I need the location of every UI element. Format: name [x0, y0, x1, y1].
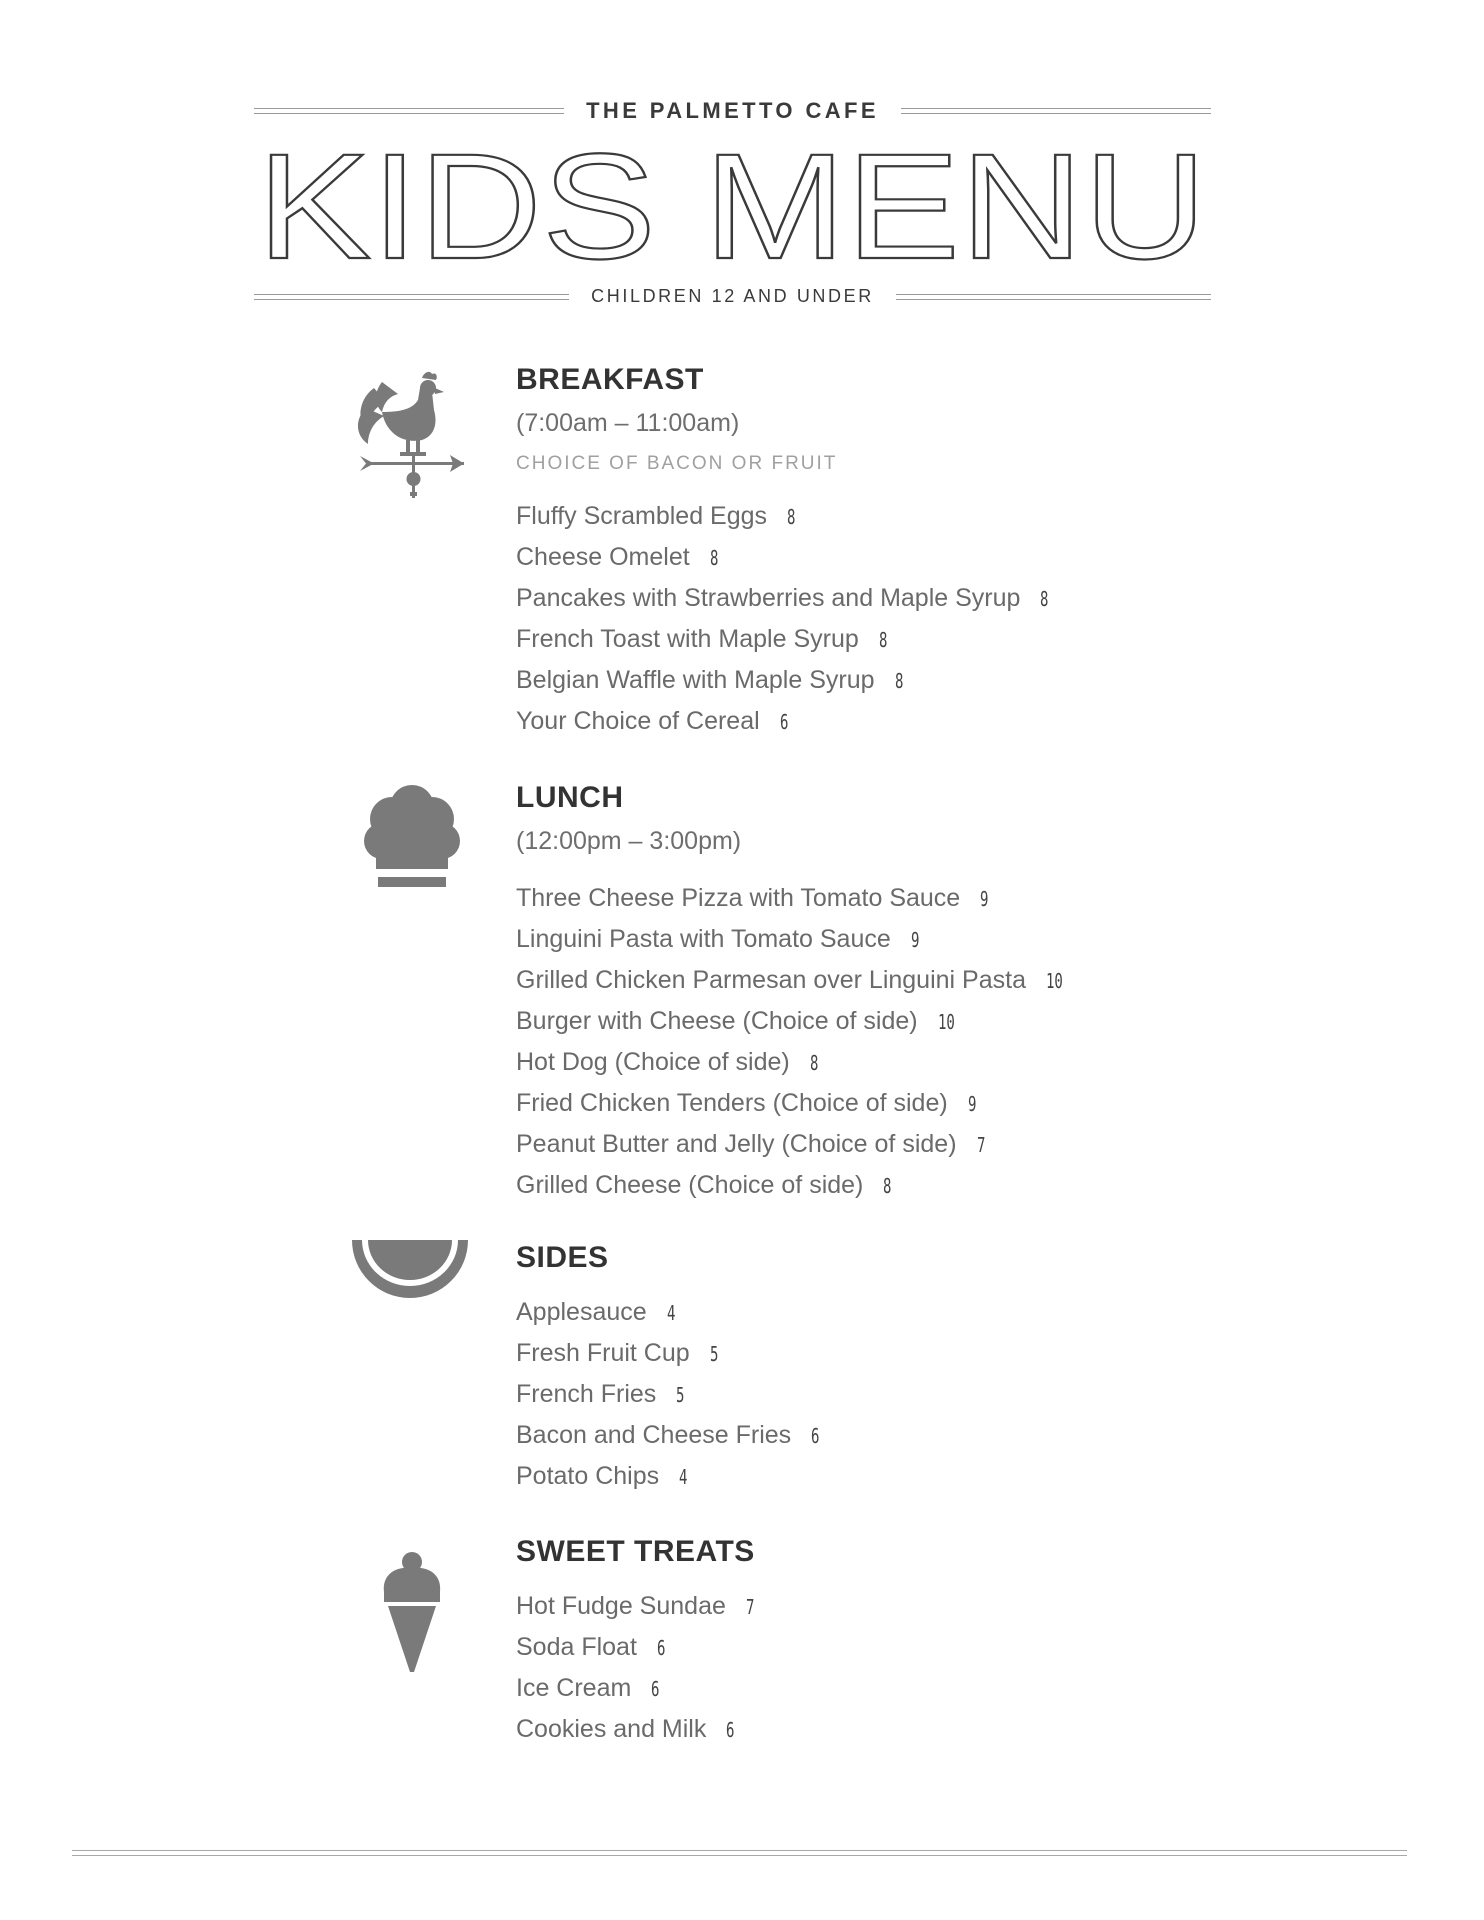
menu-item [516, 919, 1236, 960]
item-price: 7 [745, 1595, 755, 1619]
item-name: Cookies and Milk [516, 1715, 707, 1743]
item-name: Cheese Omelet [516, 543, 690, 571]
item-price: 5 [709, 1342, 719, 1366]
item-name: Ice Cream [516, 1674, 632, 1702]
item-name: Your Choice of Cereal [516, 707, 760, 735]
menu-item [516, 1124, 1236, 1165]
item-price: 6 [811, 1424, 820, 1448]
menu-item [516, 1001, 1236, 1042]
item-price: 6 [656, 1636, 666, 1660]
item-name: Bacon and Cheese Fries [516, 1421, 792, 1449]
menu-item [516, 960, 1236, 1001]
menu-item [516, 578, 1236, 619]
breakfast-section [516, 362, 1236, 742]
sweet-treats-items [516, 1586, 1236, 1750]
item-name: Hot Fudge Sundae [516, 1592, 726, 1620]
ice-cream-cone-icon [352, 1544, 472, 1674]
item-price: 7 [976, 1133, 985, 1157]
menu-item [516, 1042, 1236, 1083]
menu-item [516, 1709, 1236, 1750]
item-price: 8 [809, 1051, 819, 1075]
menu-item [516, 1292, 1236, 1333]
menu-item [516, 1374, 1236, 1415]
item-name: Burger with Cheese (Choice of side) [516, 1007, 918, 1035]
item-price: 8 [894, 669, 903, 693]
item-price: 10 [1045, 969, 1063, 993]
breakfast-items [516, 496, 1236, 742]
item-name: Three Cheese Pizza with Tomato Sauce [516, 884, 961, 912]
item-price: 9 [980, 887, 989, 911]
menu-item [516, 1586, 1236, 1627]
watermelon-slice-icon [350, 1240, 470, 1370]
menu-item [516, 1415, 1236, 1456]
item-price: 8 [709, 546, 719, 570]
sweet-treats-section [516, 1534, 1236, 1750]
item-name: Belgian Waffle with Maple Syrup [516, 666, 875, 694]
item-price: 8 [1040, 587, 1049, 611]
menu-title [254, 140, 1211, 270]
item-price: 6 [726, 1718, 735, 1742]
item-price: 4 [679, 1465, 688, 1489]
item-price: 9 [967, 1092, 977, 1116]
lunch-items [516, 878, 1236, 1206]
item-name: Peanut Butter and Jelly (Choice of side) [516, 1130, 957, 1158]
sides-items [516, 1292, 1236, 1497]
menu-item [516, 1668, 1236, 1709]
age-note: CHILDREN 12 AND UNDER [591, 286, 874, 306]
item-name: Soda Float [516, 1633, 637, 1661]
item-name: French Toast with Maple Syrup [516, 625, 859, 653]
sweet-treats-title: SWEET TREATS [516, 1535, 755, 1568]
menu-item [516, 537, 1236, 578]
breakfast-title: BREAKFAST [516, 363, 704, 396]
header-rule-right [901, 108, 1211, 114]
menu-item [516, 1083, 1236, 1124]
item-name: Grilled Cheese (Choice of side) [516, 1171, 864, 1199]
menu-item [516, 1456, 1236, 1497]
subtitle-rule-left [254, 294, 569, 300]
restaurant-name-row [254, 98, 1211, 124]
sides-title: SIDES [516, 1241, 609, 1274]
rooster-weathervane-icon [352, 368, 472, 498]
item-price: 9 [910, 928, 920, 952]
item-name: Fried Chicken Tenders (Choice of side) [516, 1089, 948, 1117]
menu-item [516, 496, 1236, 537]
item-name: Applesauce [516, 1298, 647, 1326]
item-name: Grilled Chicken Parmesan over Linguini Pasta [516, 966, 1026, 994]
item-name: Hot Dog (Choice of side) [516, 1048, 790, 1076]
menu-item [516, 1165, 1236, 1206]
item-price: 6 [779, 710, 789, 734]
item-price: 5 [676, 1383, 685, 1407]
breakfast-hours: (7:00am – 11:00am) [516, 409, 740, 437]
header-rule-left [254, 108, 564, 114]
item-price: 8 [878, 628, 888, 652]
item-name: Potato Chips [516, 1462, 660, 1490]
menu-item [516, 1627, 1236, 1668]
item-price: 6 [651, 1677, 660, 1701]
menu-title-text: KIDS MENU [257, 140, 1207, 270]
item-name: Fluffy Scrambled Eggs [516, 502, 768, 530]
age-note-row [254, 286, 1211, 307]
menu-item [516, 701, 1236, 742]
item-name: French Fries [516, 1380, 657, 1408]
restaurant-name: THE PALMETTO CAFE [586, 98, 879, 123]
menu-item [516, 619, 1236, 660]
breakfast-note: CHOICE OF BACON OR FRUIT [516, 453, 838, 474]
item-price: 8 [883, 1174, 892, 1198]
menu-item [516, 1333, 1236, 1374]
item-price: 4 [666, 1301, 676, 1325]
lunch-section [516, 780, 1236, 1206]
menu-item [516, 878, 1236, 919]
item-name: Fresh Fruit Cup [516, 1339, 690, 1367]
footer-rule [72, 1850, 1407, 1856]
lunch-hours: (12:00pm – 3:00pm) [516, 827, 742, 855]
item-name: Linguini Pasta with Tomato Sauce [516, 925, 891, 953]
item-name: Pancakes with Strawberries and Maple Syrup [516, 584, 1021, 612]
item-price: 10 [937, 1010, 955, 1034]
lunch-title: LUNCH [516, 781, 624, 814]
subtitle-rule-right [896, 294, 1211, 300]
chef-hat-icon [352, 785, 472, 915]
menu-item [516, 660, 1236, 701]
item-price: 8 [787, 505, 796, 529]
sides-section [516, 1240, 1236, 1497]
